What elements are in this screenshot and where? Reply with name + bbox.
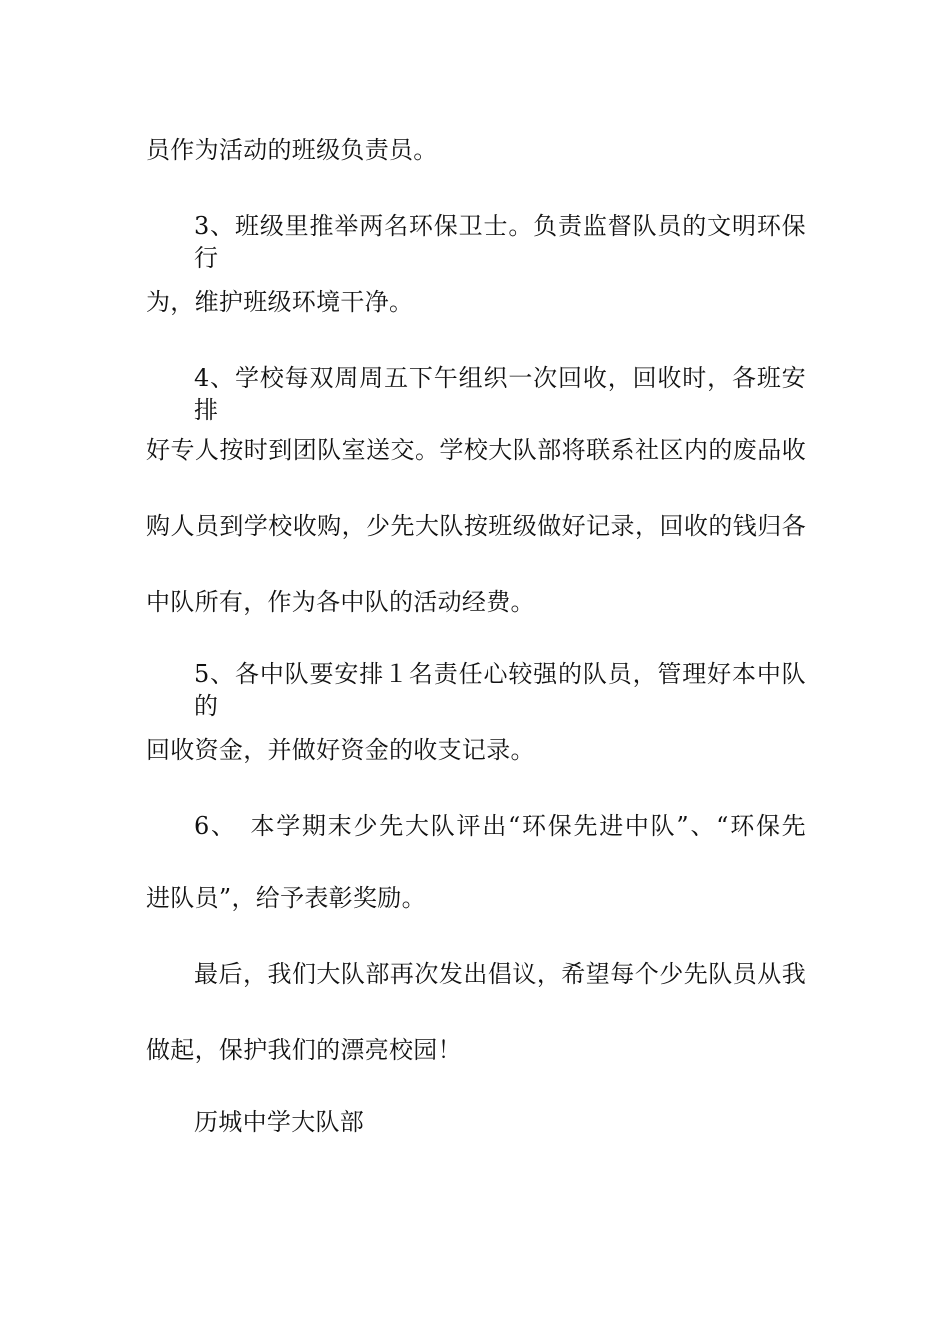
text-line: 3、班级里推举两名环保卫士。负责监督队员的文明环保行 [194, 212, 806, 272]
text-line: 员作为活动的班级负责员。 [146, 136, 438, 164]
text-line: 最后，我们大队部再次发出倡议，希望每个少先队员从我 [194, 960, 806, 988]
text-line: 好专人按时到团队室送交。学校大队部将联系社区内的废品收 [146, 436, 806, 464]
text-line: 回收资金，并做好资金的收支记录。 [146, 736, 535, 764]
text-line: 4、学校每双周周五下午组织一次回收，回收时，各班安排 [194, 364, 806, 424]
text-line: 中队所有，作为各中队的活动经费。 [146, 588, 535, 616]
text-line: 进队员”，给予表彰奖励。 [146, 884, 426, 912]
text-line: 做起，保护我们的漂亮校园！ [146, 1036, 462, 1064]
text-line: 购人员到学校收购，少先大队按班级做好记录，回收的钱归各 [146, 512, 806, 540]
signature-line: 历城中学大队部 [194, 1108, 365, 1136]
text-line: 6、 本学期末少先大队评出“环保先进中队”、“环保先 [194, 812, 806, 840]
text-line: 为，维护班级环境干净。 [146, 288, 414, 316]
text-line: 5、各中队要安排１名责任心较强的队员，管理好本中队的 [194, 660, 806, 720]
